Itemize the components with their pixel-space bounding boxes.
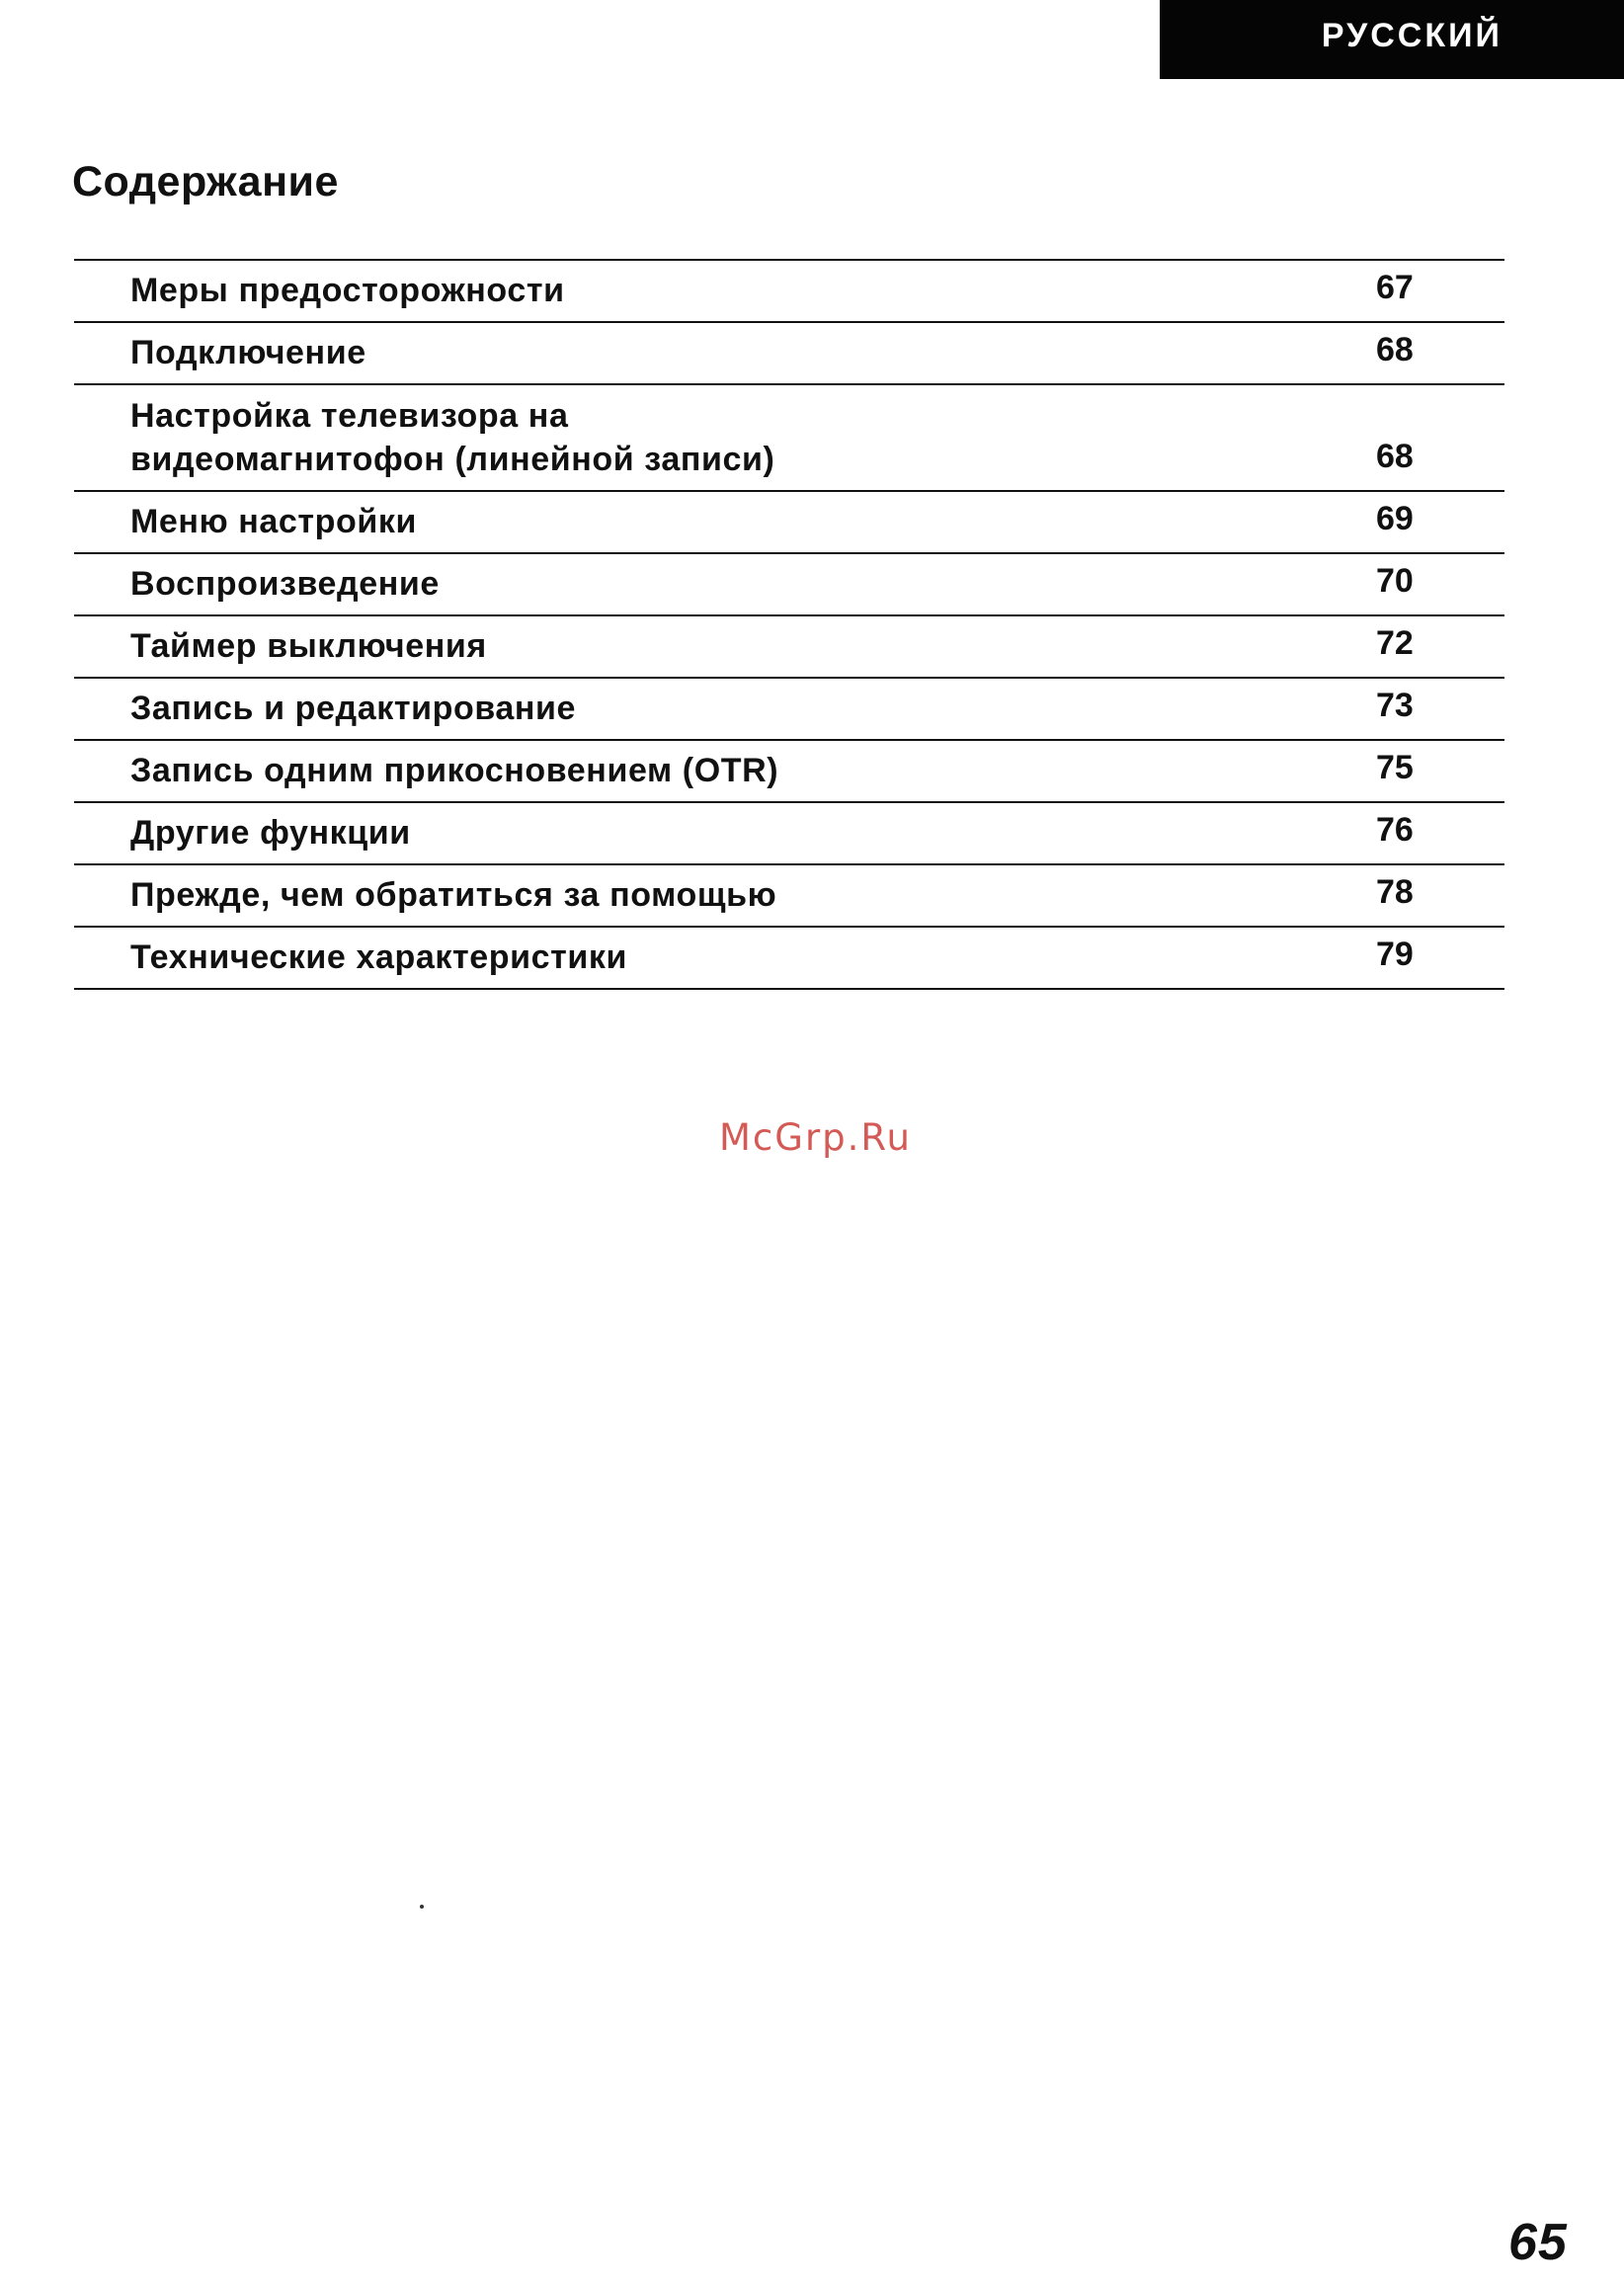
toc-row[interactable] [74,741,1504,803]
language-tab: РУССКИЙ [1160,0,1624,79]
toc-page-number: 72 [1376,624,1414,662]
toc-entry-label: Воспроизведение [130,565,440,603]
toc-row[interactable] [74,554,1504,616]
toc-page-number: 78 [1376,873,1414,911]
toc-page-number: 70 [1376,562,1414,600]
toc-page-number: 68 [1376,331,1414,368]
toc-entry-label: Меры предосторожности [130,272,565,309]
toc-page-number: 73 [1376,687,1414,724]
toc-page-number: 69 [1376,500,1414,537]
toc-entry-label: Запись одним прикосновением (OTR) [130,752,779,789]
scan-speck [420,1905,424,1909]
toc-page-number: 67 [1376,269,1414,306]
watermark: McGrp.Ru [719,1116,912,1159]
toc-entry-label: Таймер выключения [130,627,487,665]
toc-row[interactable] [74,928,1504,990]
toc-page-number: 68 [1376,438,1414,475]
toc-entry-label: Меню настройки [130,503,418,540]
toc-row[interactable] [74,865,1504,928]
toc-row[interactable] [74,803,1504,865]
toc-entry-label: Подключение [130,334,366,371]
toc-entry-label: Прежде, чем обратиться за помощью [130,876,777,914]
page-title: Содержание [72,158,339,205]
toc-page-number: 75 [1376,749,1414,786]
toc-row[interactable] [74,616,1504,679]
toc-row[interactable] [74,679,1504,741]
page-number: 65 [1508,2214,1568,2271]
toc-page-number: 76 [1376,811,1414,849]
table-of-contents [74,259,1504,990]
toc-entry-label: Настройка телевизора на видеомагнитофон (линейной записи) [130,397,775,478]
toc-row[interactable] [74,323,1504,385]
toc-row[interactable] [74,385,1504,492]
toc-entry-label: Технические характеристики [130,938,627,976]
toc-page-number: 79 [1376,936,1414,973]
toc-row[interactable] [74,492,1504,554]
toc-entry-label: Другие функции [130,814,411,852]
toc-entry-label: Запись и редактирование [130,690,577,727]
toc-row[interactable] [74,261,1504,323]
